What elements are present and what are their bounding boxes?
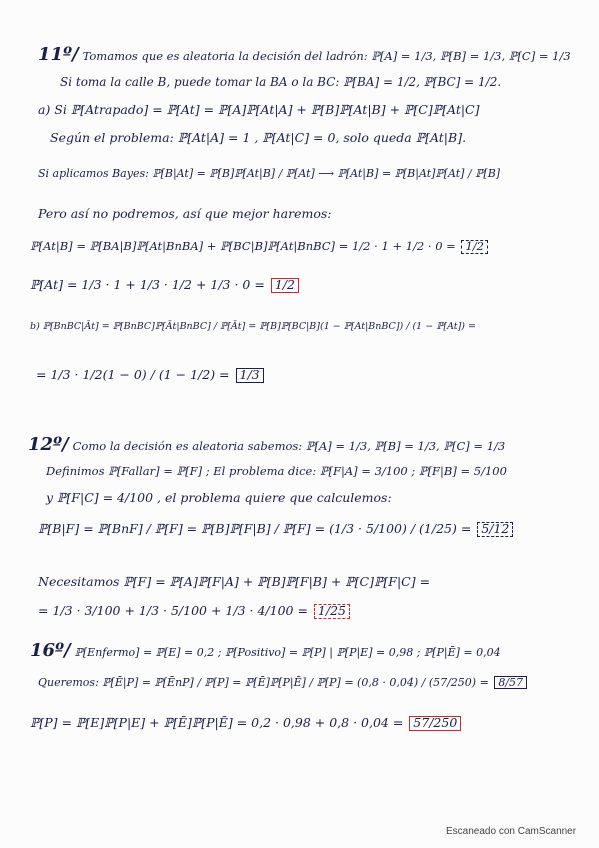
- line-14-text: ℙ[B|F] = ℙ[BnF] / ℙ[F] = ℙ[B]ℙ[F|B] / ℙ[F] = (1/3 · 5/100) / (1/25) =: [38, 521, 472, 536]
- line-7: [30, 240, 488, 254]
- line-19: [30, 716, 461, 731]
- problem-11-header: [38, 46, 571, 64]
- line-8: [30, 278, 299, 293]
- line-14: [38, 522, 513, 537]
- line-12: Definimos ℙ[Fallar] = ℙ[F] ; El problema dice: ℙ[F|A] = 3/100 ; ℙ[F|B] = 5/100: [46, 464, 507, 478]
- line-19-text: ℙ[P] = ℙ[E]ℙ[P|E] + ℙ[Ē]ℙ[P|Ē] = 0,2 · 0,98 + 0,8 · 0,04 =: [30, 715, 404, 730]
- line-10-text: = 1/3 · 1/2(1 − 0) / (1 − 1/2) =: [36, 367, 230, 382]
- problem-11-number: 11º/: [38, 44, 79, 65]
- problem-12-header: [28, 436, 505, 454]
- line-5: Si aplicamos Bayes: ℙ[B|At] = ℙ[B]ℙ[At|B] / ℙ[At] ⟶ ℙ[At|B] = ℙ[B|At]ℙ[At] / ℙ[B]: [38, 167, 501, 180]
- line-11: Como la decisión es aleatoria sabemos: ℙ[A] = 1/3, ℙ[B] = 1/3, ℙ[C] = 1/3: [72, 439, 506, 453]
- answer-box: 1/3: [236, 368, 264, 383]
- answer-box: 1/25: [314, 604, 350, 619]
- problem-16-header: [30, 642, 501, 660]
- problem-12-number: 12º/: [28, 434, 69, 455]
- scanner-watermark: Escaneado con CamScanner: [446, 826, 577, 837]
- answer-box: 57/250: [409, 716, 461, 731]
- line-16-text: = 1/3 · 3/100 + 1/3 · 5/100 + 1/3 · 4/100 =: [38, 603, 308, 618]
- line-6: Pero así no podremos, así que mejor haremos:: [38, 206, 332, 221]
- line-2: Si toma la calle B, puede tomar la BA o la BC: ℙ[BA] = 1/2, ℙ[BC] = 1/2.: [60, 75, 502, 89]
- line-4: Según el problema: ℙ[At|A] = 1 , ℙ[At|C] = 0, solo queda ℙ[At|B].: [50, 130, 467, 145]
- line-17: ℙ[Enfermo] = ℙ[E] = 0,2 ; ℙ[Positivo] = ℙ[P] | ℙ[P|E] = 0,98 ; ℙ[P|Ē] = 0,04: [74, 646, 501, 659]
- answer-box: 1/2: [271, 278, 299, 293]
- line-8-text: ℙ[At] = 1/3 · 1 + 1/3 · 1/2 + 1/3 · 0 =: [30, 277, 265, 292]
- line-13: y ℙ[F|C] = 4/100 , el problema quiere que calculemos:: [46, 490, 392, 505]
- line-18: [38, 676, 527, 689]
- line-15: Necesitamos ℙ[F] = ℙ[A]ℙ[F|A] + ℙ[B]ℙ[F|B] + ℙ[C]ℙ[F|C] =: [38, 574, 431, 589]
- line-1: Tomamos que es aleatoria la decisión del ladrón: ℙ[A] = 1/3, ℙ[B] = 1/3, ℙ[C] = 1/3: [82, 49, 571, 63]
- line-10: [36, 368, 264, 383]
- answer-box: 1/2: [461, 240, 488, 254]
- answer-box: 5/12: [477, 522, 513, 537]
- line-3: a) Si ℙ[Atrapado] = ℙ[At] = ℙ[A]ℙ[At|A] + ℙ[B]ℙ[At|B] + ℙ[C]ℙ[At|C]: [38, 102, 480, 117]
- line-16: [38, 604, 350, 619]
- line-7-text: ℙ[At|B] = ℙ[BA|B]ℙ[At|BnBA] + ℙ[BC|B]ℙ[At|BnBC] = 1/2 · 1 + 1/2 · 0 =: [30, 239, 456, 253]
- line-18-text: Queremos: ℙ[Ē|P] = ℙ[ĒnP] / ℙ[P] = ℙ[Ē]ℙ[P|Ē] / ℙ[P] = (0,8 · 0,04) / (57/250) =: [38, 676, 489, 689]
- problem-16-number: 16º/: [30, 640, 71, 661]
- line-9: b) ℙ[BnBC|Āt] = ℙ[BnBC]ℙ[Āt|BnBC] / ℙ[Āt] = ℙ[B]ℙ[BC|B](1 − ℙ[At|BnBC]) / (1 − ℙ[At]) =: [30, 321, 476, 332]
- answer-box: 8/57: [494, 676, 527, 689]
